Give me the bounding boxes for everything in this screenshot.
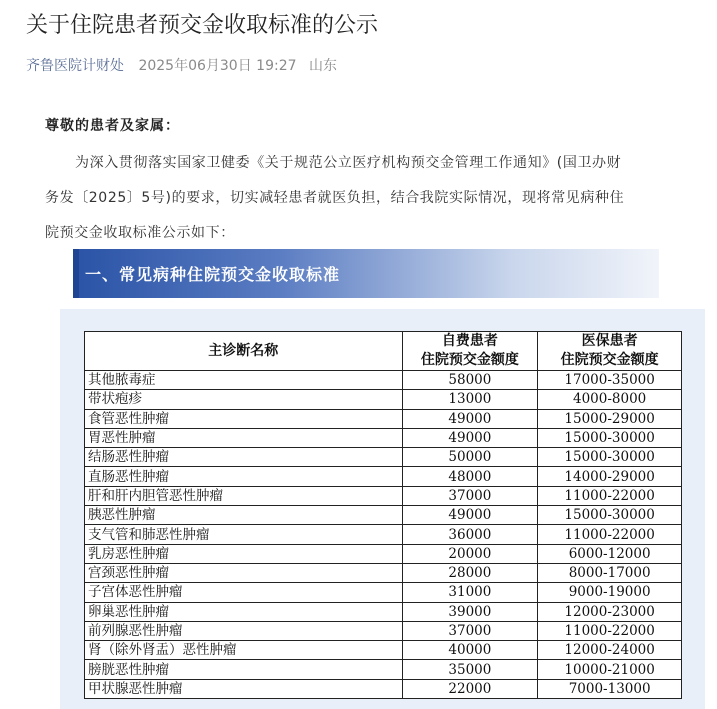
diagnosis-cell: 肝和肝内胆管恶性肿瘤 [85,486,403,505]
self-pay-amount-cell: 28000 [402,563,538,582]
diagnosis-cell: 直肠恶性肿瘤 [85,467,403,486]
self-pay-amount-cell: 39000 [402,602,538,621]
article-meta [26,56,337,76]
header-insured-line2: 住院预交金额度 [560,352,659,368]
table-row [85,409,682,428]
self-pay-amount-cell: 31000 [402,583,538,602]
table-row [85,525,682,544]
diagnosis-cell: 胰恶性肿瘤 [85,506,403,525]
diagnosis-cell: 胃恶性肿瘤 [85,428,403,447]
header-self-pay-line1: 自费患者 [441,333,498,349]
header-diagnosis: 主诊断名称 [85,332,403,371]
header-insured [538,332,682,371]
diagnosis-cell: 结肠恶性肿瘤 [85,448,403,467]
diagnosis-cell: 前列腺恶性肿瘤 [85,621,403,640]
diagnosis-cell: 乳房恶性肿瘤 [85,544,403,563]
insured-amount-cell: 11000-22000 [538,621,682,640]
self-pay-amount-cell: 13000 [402,390,538,409]
self-pay-amount-cell: 22000 [402,679,538,698]
self-pay-amount-cell: 37000 [402,621,538,640]
section-title: 一、常见病种住院预交金收取标准 [85,265,341,284]
insured-amount-cell: 15000-30000 [538,448,682,467]
self-pay-amount-cell: 58000 [402,371,538,390]
insured-amount-cell: 9000-19000 [538,583,682,602]
insured-amount-cell: 10000-21000 [538,660,682,679]
self-pay-amount-cell: 40000 [402,641,538,660]
self-pay-amount-cell: 35000 [402,660,538,679]
header-self-pay-line2: 住院预交金额度 [420,352,519,368]
section-banner [73,249,659,298]
insured-amount-cell: 11000-22000 [538,486,682,505]
intro-line-3: 院预交金收取标准公示如下： [45,225,235,241]
diagnosis-cell: 支气管和肺恶性肿瘤 [85,525,403,544]
diagnosis-cell: 带状疱疹 [85,390,403,409]
greeting: 尊敬的患者及家属： [45,118,180,134]
table-row [85,679,682,698]
diagnosis-cell: 甲状腺恶性肿瘤 [85,679,403,698]
table-row [85,448,682,467]
table-row [85,641,682,660]
article-title: 关于住院患者预交金收取标准的公示 [26,13,379,38]
insured-amount-cell: 4000-8000 [538,390,682,409]
intro-line-2: 务发〔2025〕5号)的要求，切实减轻患者就医负担，结合我院实际情况，现将常见病种住 [45,190,625,206]
self-pay-amount-cell: 20000 [402,544,538,563]
self-pay-amount-cell: 36000 [402,525,538,544]
insured-amount-cell: 12000-24000 [538,641,682,660]
insured-amount-cell: 12000-23000 [538,602,682,621]
table-row [85,467,682,486]
self-pay-amount-cell: 50000 [402,448,538,467]
header-insured-line1: 医保患者 [581,333,638,349]
publish-date: 2025年06月30日 19:27 [138,58,297,74]
diagnosis-cell: 宫颈恶性肿瘤 [85,563,403,582]
header-self-pay [402,332,538,371]
insured-amount-cell: 7000-13000 [538,679,682,698]
table-row [85,506,682,525]
account-name-link[interactable]: 齐鲁医院计财处 [26,58,124,74]
table-row [85,486,682,505]
table-row [85,602,682,621]
table-row [85,544,682,563]
diagnosis-cell: 膀胱恶性肿瘤 [85,660,403,679]
self-pay-amount-cell: 48000 [402,467,538,486]
insured-amount-cell: 6000-12000 [538,544,682,563]
insured-amount-cell: 8000-17000 [538,563,682,582]
intro-line-1: 为深入贯彻落实国家卫健委《关于规范公立医疗机构预交金管理工作通知》(国卫办财 [75,155,622,171]
insured-amount-cell: 11000-22000 [538,525,682,544]
table-row [85,428,682,447]
insured-amount-cell: 17000-35000 [538,371,682,390]
table-row [85,660,682,679]
diagnosis-cell: 食管恶性肿瘤 [85,409,403,428]
table-row [85,583,682,602]
diagnosis-cell: 子宫体恶性肿瘤 [85,583,403,602]
insured-amount-cell: 14000-29000 [538,467,682,486]
self-pay-amount-cell: 49000 [402,409,538,428]
table-row [85,621,682,640]
publish-location: 山东 [308,58,337,74]
insured-amount-cell: 15000-30000 [538,506,682,525]
diagnosis-cell: 肾（除外肾盂）恶性肿瘤 [85,641,403,660]
insured-amount-cell: 15000-30000 [538,428,682,447]
self-pay-amount-cell: 49000 [402,428,538,447]
insured-amount-cell: 15000-29000 [538,409,682,428]
table-header-row [85,332,682,371]
table-row [85,390,682,409]
self-pay-amount-cell: 37000 [402,486,538,505]
table-row [85,371,682,390]
intro-paragraph [45,146,695,251]
diagnosis-cell: 卵巢恶性肿瘤 [85,602,403,621]
fee-table [84,331,682,699]
diagnosis-cell: 其他脓毒症 [85,371,403,390]
table-row [85,563,682,582]
section-banner-accent [73,249,79,298]
self-pay-amount-cell: 49000 [402,506,538,525]
